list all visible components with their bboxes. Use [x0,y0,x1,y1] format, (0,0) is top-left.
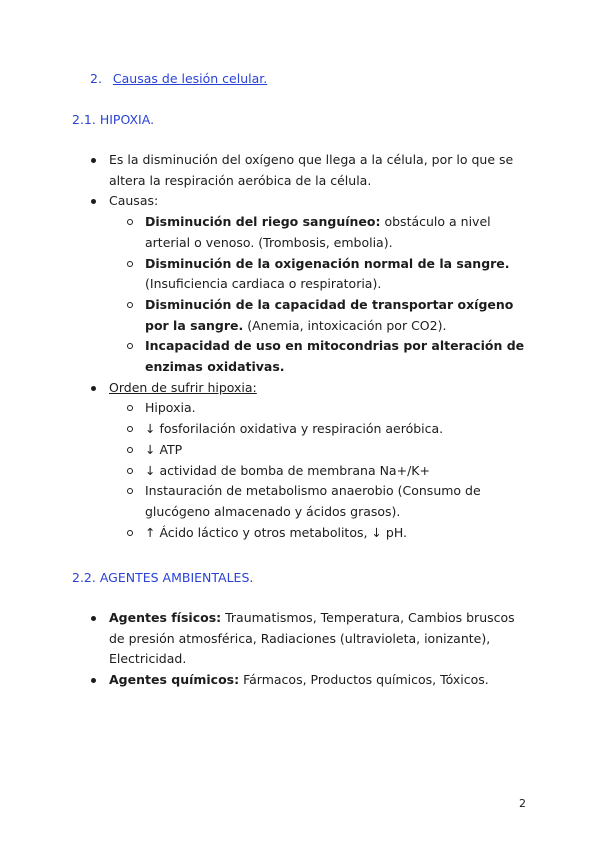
list-item [127,212,531,253]
cause-title: Disminución del riego sanguíneo: [145,214,381,230]
definition-text: Es la disminución del oxígeno que llega a la célula, por lo que se altera la respiración aeróbica de la célula. [109,152,514,188]
cause-detail: obstáculo a nivel arterial o venoso. (Trombosis, embolia). [145,214,491,250]
list-item [91,191,531,377]
list-item: Instauración de metabolismo anaerobio (Consumo de glucógeno almacenado y ácidos grasos). [127,481,531,522]
agent-title: Agentes químicos: [109,672,240,688]
list-item [127,336,531,377]
agentes-list [91,608,531,691]
agentes-heading: 2.2. AGENTES AMBIENTALES. [72,570,254,585]
causas-label: Causas: [109,193,159,209]
list-item: ↑ Ácido láctico y otros metabolitos, ↓ pH. [127,523,531,544]
page-number: 2 [519,797,526,810]
agent-detail: Traumatismos, Temperatura, Cambios bruscos de presión atmosférica, Radiaciones (ultravioleta, ionizante), Electricidad. [109,610,515,667]
orden-list [109,398,531,543]
list-item: ↓ actividad de bomba de membrana Na+/K+ [127,461,531,482]
agent-title: Agentes físicos: [109,610,222,625]
list-item [91,670,531,691]
cause-detail: (Anemia, intoxicación por CO2). [243,317,447,333]
list-item [91,378,531,544]
cause-detail: (Insuficiencia cardiaca o respiratoria). [145,276,382,292]
orden-label: Orden de sufrir hipoxia: [109,379,257,395]
list-item [91,608,531,670]
cause-title: Disminución de la oxigenación normal de la sangre. [145,255,510,271]
list-item [127,295,531,336]
hipoxia-heading: 2.1. HIPOXIA. [72,112,155,127]
list-item: Hipoxia. [127,398,531,419]
list-item [91,150,531,191]
cause-title: Incapacidad de uso en mitocondrias por alteración de enzimas oxidativas. [145,338,525,375]
list-item: ↓ ATP [127,440,531,461]
causas-list [109,212,531,378]
list-item [127,254,531,295]
section-number: 2. [90,71,102,86]
section-title-link[interactable]: Causas de lesión celular. [112,71,268,86]
hipoxia-list [91,150,531,543]
agent-detail: Fármacos, Productos químicos, Tóxicos. [239,672,489,688]
section-2-title [90,71,267,86]
cause-title: Disminución de la capacidad de transportar oxígeno por la sangre. [145,296,514,333]
list-item: ↓ fosforilación oxidativa y respiración aeróbica. [127,419,531,440]
